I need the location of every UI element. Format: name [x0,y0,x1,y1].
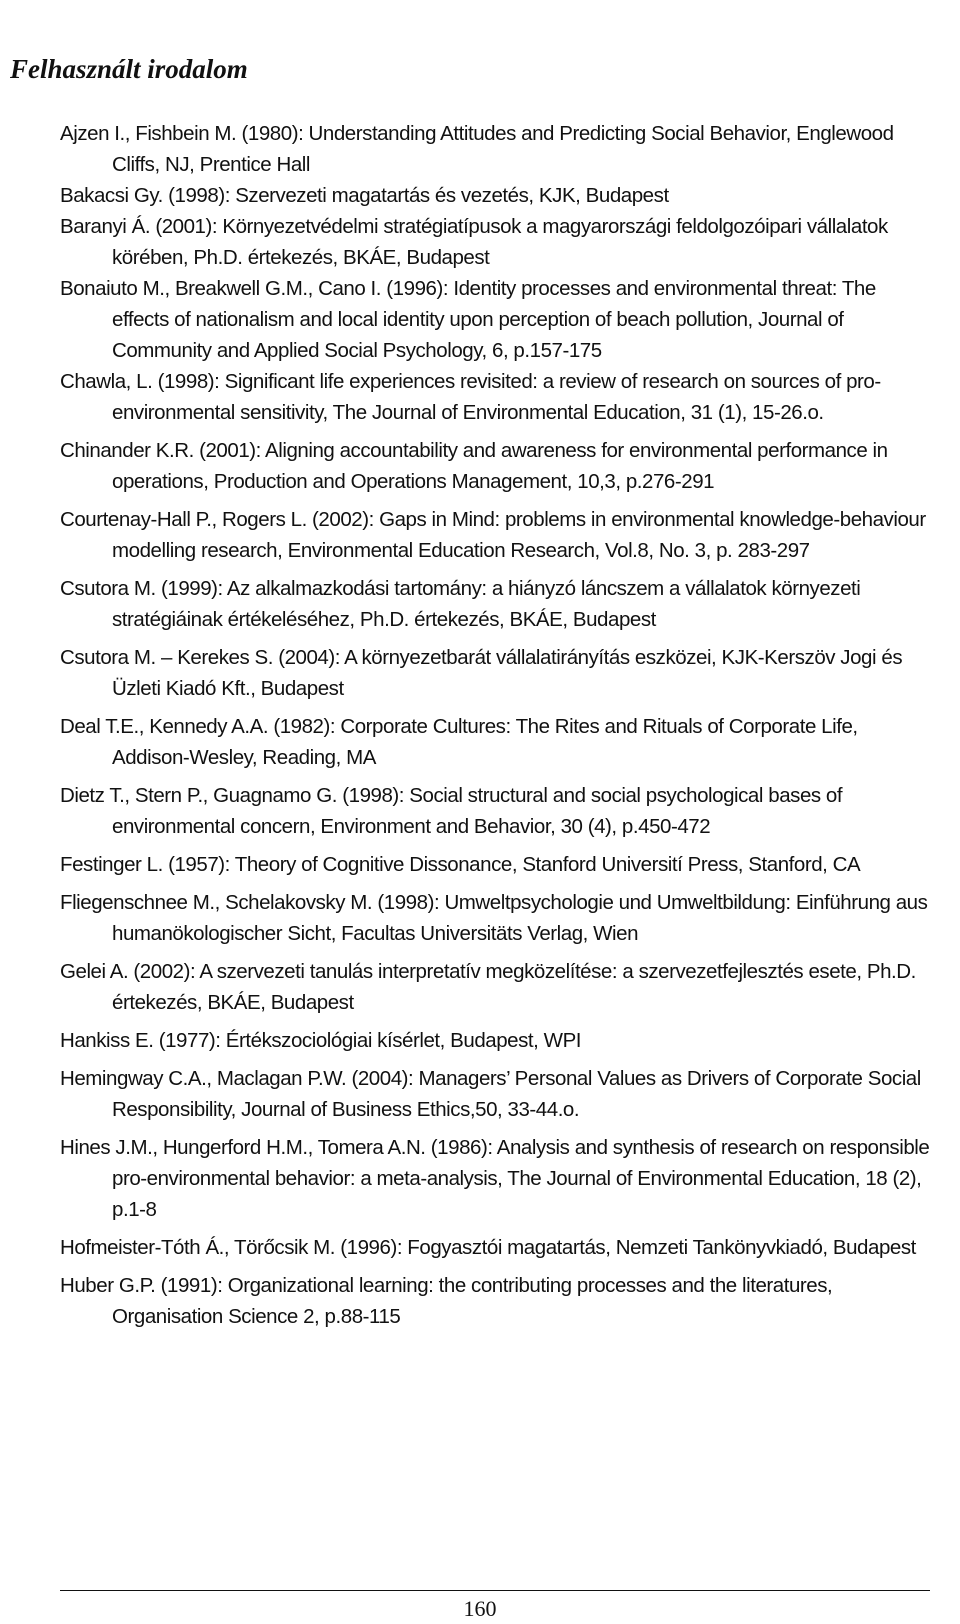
reference-item: Chawla, L. (1998): Significant life experiences revisited: a review of research on sources of pro-environmental sensitivity, The Journal of Environmental Education, 31 (1), 15-26.o. [60,370,881,424]
reference-item: Chinander K.R. (2001): Aligning accountability and awareness for environmental performance in operations, Production and Operations Management, 10,3, p.276-291 [60,439,888,493]
reference-item: Hemingway C.A., Maclagan P.W. (2004): Managers’ Personal Values as Drivers of Corporate Social Responsibility, Journal of Business Ethics,50, 33-44.o. [60,1067,921,1121]
reference-list [60,118,930,1332]
reference-item: Hankiss E. (1977): Értékszociológiai kísérlet, Budapest, WPI [60,1029,582,1052]
reference-item: Hines J.M., Hungerford H.M., Tomera A.N. (1986): Analysis and synthesis of research on responsible pro-environmental behavior: a meta-analysis, The Journal of Environmental Education, 18 (2), p.1-8 [60,1136,930,1221]
reference-item: Fliegenschnee M., Schelakovsky M. (1998): Umweltpsychologie und Umweltbildung: Einführung aus humanökologischer Sicht, Facultas Universitäts Verlag, Wien [60,891,928,945]
reference-item: Bakacsi Gy. (1998): Szervezeti magatartás és vezetés, KJK, Budapest [60,184,669,207]
footer-divider [60,1590,930,1591]
reference-item: Huber G.P. (1991): Organizational learning: the contributing processes and the literatures, Organisation Science 2, p.88-115 [60,1274,833,1328]
page-title: Felhasznált irodalom [10,54,248,84]
reference-item: Dietz T., Stern P., Guagnamo G. (1998): Social structural and social psychological bases of environmental concern, Environment and Behavior, 30 (4), p.450-472 [60,784,843,838]
reference-item: Bonaiuto M., Breakwell G.M., Cano I. (1996): Identity processes and environmental threat: The effects of nationalism and local identity upon perception of beach pollution, Journal of Community and Applied Social Psychology, 6, p.157-175 [60,277,876,362]
reference-item: Baranyi Á. (2001): Környezetvédelmi stratégiatípusok a magyarországi feldolgozóipari vállalatok körében, Ph.D. értekezés, BKÁE, Budapest [60,215,888,269]
page-number: 160 [463,1596,497,1621]
reference-item: Deal T.E., Kennedy A.A. (1982): Corporate Cultures: The Rites and Rituals of Corporate Life, Addison-Wesley, Reading, MA [60,715,858,769]
reference-item: Hofmeister-Tóth Á., Törőcsik M. (1996): Fogyasztói magatartás, Nemzeti Tankönyvkiadó, Budapest [60,1236,916,1259]
reference-item: Csutora M. (1999): Az alkalmazkodási tartomány: a hiányzó láncszem a vállalatok környezeti stratégiáinak értékeléséhez, Ph.D. értekezés, BKÁE, Budapest [60,577,861,631]
reference-item: Gelei A. (2002): A szervezeti tanulás interpretatív megközelítése: a szervezetfejlesztés esete, Ph.D. értekezés, BKÁE, Budapest [60,960,916,1014]
reference-item: Courtenay-Hall P., Rogers L. (2002): Gaps in Mind: problems in environmental knowledge-behaviour modelling research, Environmental Education Research, Vol.8, No. 3, p. 283-297 [60,508,926,562]
reference-item: Festinger L. (1957): Theory of Cognitive Dissonance, Stanford Universití Press, Stanford, CA [60,853,861,876]
reference-item: Ajzen I., Fishbein M. (1980): Understanding Attitudes and Predicting Social Behavior, Englewood Cliffs, NJ, Prentice Hall [60,122,894,176]
reference-item: Csutora M. – Kerekes S. (2004): A környezetbarát vállalatirányítás eszközei, KJK-Kerszöv Jogi és Üzleti Kiadó Kft., Budapest [60,646,903,700]
